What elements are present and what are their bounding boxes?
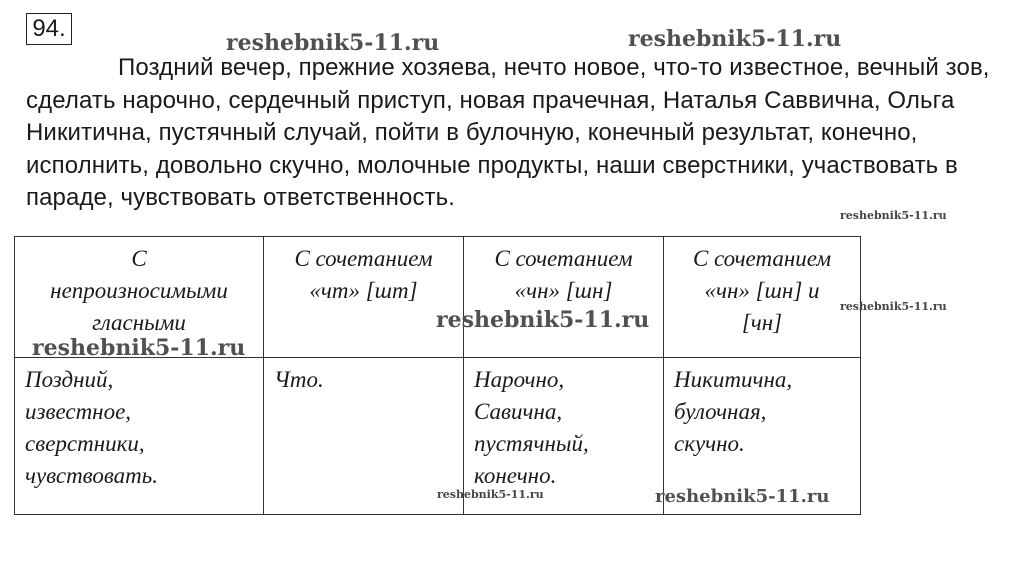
table-cell xyxy=(15,358,264,515)
cell-word: булочная, xyxy=(674,399,767,424)
header-text: С сочетанием xyxy=(294,246,433,271)
cell-word: чувствовать. xyxy=(25,463,159,488)
cell-word: конечно. xyxy=(474,463,557,488)
watermark: reshebnik5-11.ru xyxy=(628,26,842,52)
cell-word: сверстники, xyxy=(25,431,145,456)
watermark: reshebnik5-11.ru xyxy=(437,488,544,501)
header-text: «чн» [шн] xyxy=(514,278,613,303)
cell-word: Нарочно, xyxy=(474,367,565,392)
cell-word: Савична, xyxy=(474,399,563,424)
header-cell-chn xyxy=(464,237,664,358)
header-text: непроизносимыми xyxy=(50,278,228,303)
cell-word: Никитична, xyxy=(674,367,793,392)
cell-word: Поздний, xyxy=(25,367,114,392)
cell-word: скучно. xyxy=(674,431,745,456)
header-text: [чн] xyxy=(741,310,783,335)
answer-table xyxy=(14,236,861,515)
header-text: С сочетанием xyxy=(494,246,633,271)
header-text: С сочетанием xyxy=(692,246,832,271)
header-cell-chn-both xyxy=(664,237,861,358)
exercise-text: Поздний вечер, прежние хозяева, нечто новое, что-то известное, вечный зов, сделать нарочно, сердечный приступ, новая прачечная, Наталья Саввична, Ольга Никитична, пустячный случай, пойти в булочную, конечный результат, конечно, исполнить, довольно скучно, молочные продукты, наши сверстники, участвовать в параде, чувствовать ответственность. xyxy=(26,54,990,211)
watermark: reshebnik5-11.ru xyxy=(655,486,830,507)
cell-word: известное, xyxy=(25,399,132,424)
header-cell-cht xyxy=(264,237,464,358)
header-text: «чн» [шн] и xyxy=(704,278,820,303)
watermark: reshebnik5-11.ru xyxy=(32,335,246,361)
watermark: reshebnik5-11.ru xyxy=(840,300,947,313)
watermark: reshebnik5-11.ru xyxy=(226,30,440,56)
cell-word: Что. xyxy=(274,367,324,392)
exercise-number: 94. xyxy=(26,13,72,45)
watermark: reshebnik5-11.ru xyxy=(840,209,947,222)
header-text: «чт» [шт] xyxy=(309,278,418,303)
header-text: гласными xyxy=(92,310,186,335)
watermark: reshebnik5-11.ru xyxy=(436,307,650,333)
table-cell xyxy=(264,358,464,515)
header-text: С xyxy=(131,246,147,271)
cell-word: пустячный, xyxy=(474,431,589,456)
